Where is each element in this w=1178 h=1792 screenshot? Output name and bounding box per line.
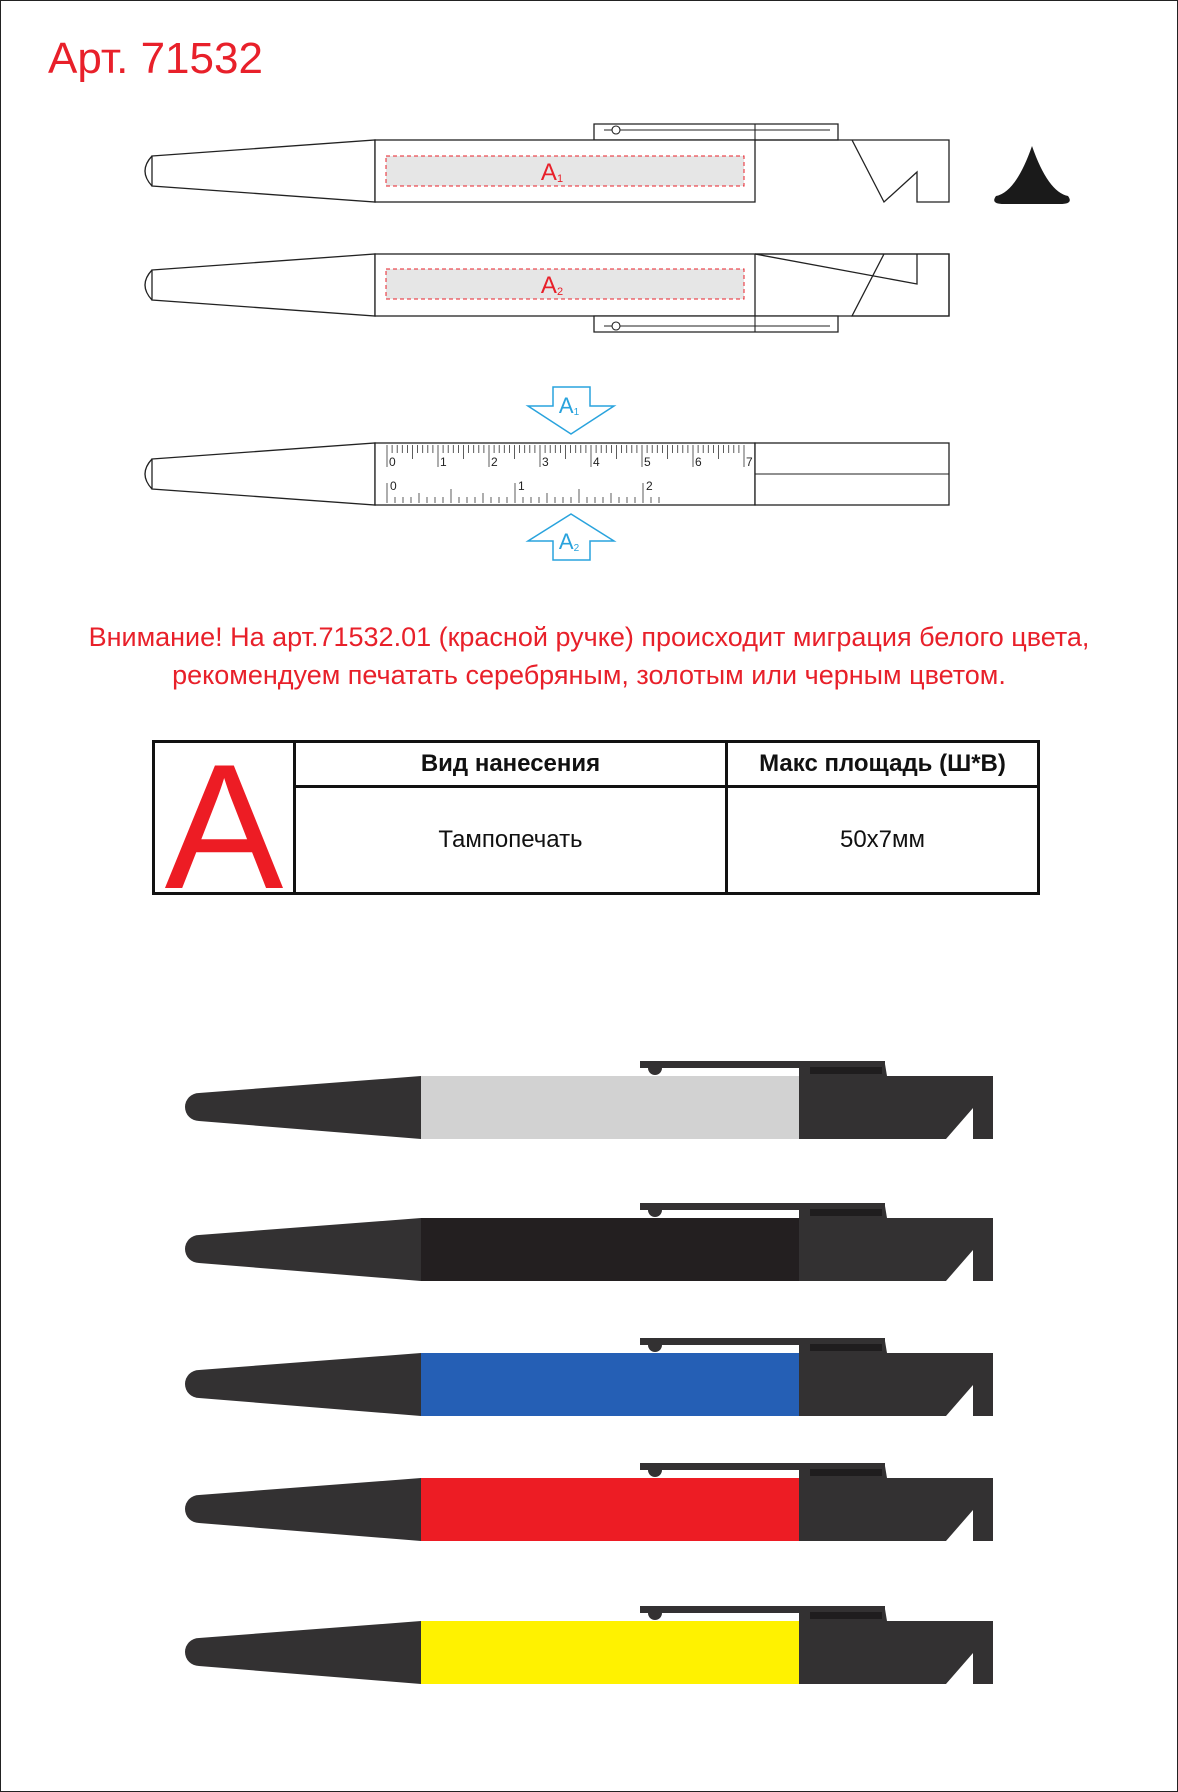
warning-note (0, 618, 1178, 694)
ruler-top-label: 5 (644, 455, 651, 469)
ruler-top-label: 2 (491, 455, 498, 469)
ruler-top-label: 7 (746, 455, 753, 469)
ruler-top-label: 3 (542, 455, 549, 469)
variant-barrel (421, 1621, 799, 1684)
print-area-a1 (386, 156, 744, 186)
area-label-a1: A1 (540, 159, 564, 186)
ruler-top-label: 6 (695, 455, 702, 469)
arrow-a1 (528, 387, 614, 434)
color-variant-pen (185, 1463, 993, 1541)
variant-barrel (421, 1353, 799, 1416)
article-title: Арт. 71532 (48, 34, 263, 83)
header-area: Макс площадь (Ш*В) (728, 743, 1037, 788)
value-area: 50x7мм (839, 826, 926, 853)
color-variant-pen (185, 1338, 993, 1416)
variant-barrel (421, 1218, 799, 1281)
warning-line-2: рекомендуем печатать серебряным, золотым или черным цветом. (172, 660, 1006, 690)
arrow-a1-label: A1 (558, 393, 580, 418)
ruler-top-label: 1 (440, 455, 447, 469)
spec-letter-cell (155, 727, 296, 926)
color-variant-pen (185, 1606, 993, 1684)
ruler-bottom-label: 2 (646, 479, 653, 493)
color-variant-pen (185, 1203, 993, 1281)
outline-pen-a1 (145, 124, 949, 202)
variant-barrel (421, 1076, 799, 1139)
outline-pen-a2 (145, 254, 949, 332)
print-area-a2 (386, 269, 744, 299)
arrow-a2-label: A2 (558, 529, 580, 554)
cross-section-triangle (994, 146, 1070, 204)
ruler-top-label: 4 (593, 455, 600, 469)
arrow-a2 (528, 514, 614, 560)
spec-letter: A (164, 727, 284, 926)
ruler-bottom-label: 1 (518, 479, 525, 493)
header-method: Вид нанесения (296, 743, 728, 788)
variant-barrel (421, 1478, 799, 1541)
area-label-a2: A2 (540, 272, 564, 299)
spec-table (152, 727, 1040, 926)
ruler-bottom-label: 0 (390, 479, 397, 493)
warning-line-1: Внимание! На арт.71532.01 (красной ручке) происходит миграция белого цвета, (88, 622, 1090, 652)
ruler-pen (145, 443, 949, 505)
color-variant-pen (185, 1061, 993, 1139)
ruler-top-label: 0 (389, 455, 396, 469)
value-method: Тампопечать (296, 788, 728, 892)
